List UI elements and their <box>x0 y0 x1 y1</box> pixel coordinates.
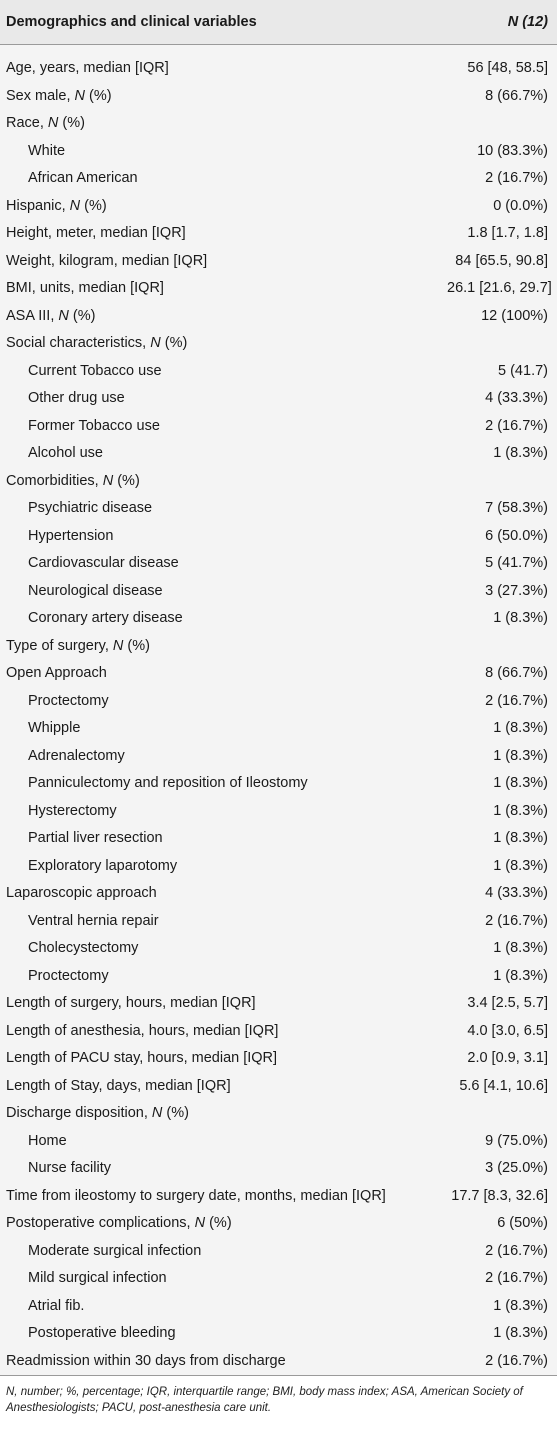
row-value: 1 (8.3%) <box>493 445 548 462</box>
row-label: Adrenalectomy <box>28 747 125 764</box>
row-value: 1 (8.3%) <box>493 1297 548 1314</box>
table-row <box>0 1045 557 1073</box>
row-value: 1 (8.3%) <box>493 610 548 627</box>
row-value: 6 (50.0%) <box>485 527 548 544</box>
row-value: 1 (8.3%) <box>493 747 548 764</box>
row-value: 2 (16.7%) <box>485 1352 548 1369</box>
row-label: Sex male, N (%) <box>6 87 112 104</box>
n-symbol: N <box>194 1215 206 1232</box>
table-row <box>0 247 557 275</box>
row-label: Moderate surgical infection <box>28 1242 202 1259</box>
row-label: Open Approach <box>6 665 107 682</box>
table-row <box>0 330 557 358</box>
table-row <box>0 770 557 798</box>
row-label: Comorbidities, N (%) <box>6 472 140 489</box>
row-label: Length of anesthesia, hours, median [IQR] <box>6 1022 279 1039</box>
row-value <box>447 632 557 660</box>
table-row <box>0 907 557 935</box>
table-row <box>0 577 557 605</box>
row-label: Current Tobacco use <box>28 362 162 379</box>
table-row <box>0 1182 557 1210</box>
row-value: 17.7 [8.3, 32.6] <box>451 1187 548 1204</box>
row-label: Psychiatric disease <box>28 500 153 517</box>
table-row <box>0 660 557 688</box>
row-value: 2.0 [0.9, 3.1] <box>467 1050 548 1067</box>
row-value: 2 (16.7%) <box>485 912 548 929</box>
row-label: White <box>28 142 66 159</box>
row-value: 1 (8.3%) <box>493 940 548 957</box>
table-row <box>0 495 557 523</box>
row-label: Postoperative bleeding <box>28 1325 176 1342</box>
n-symbol: N <box>150 335 161 352</box>
row-label: Atrial fib. <box>28 1297 85 1314</box>
header-variables: Demographics and clinical variables <box>6 13 257 30</box>
table-row <box>0 550 557 578</box>
row-label: Readmission within 30 days from discharge <box>6 1352 286 1369</box>
table-row <box>0 1265 557 1293</box>
table-header-row <box>0 0 557 44</box>
row-value: 2 (16.7%) <box>485 1242 548 1259</box>
table-row <box>0 1072 557 1100</box>
row-label: Social characteristics, N (%) <box>6 335 188 352</box>
n-symbol: N <box>102 472 114 489</box>
table-row <box>0 192 557 220</box>
table-row <box>0 412 557 440</box>
row-label: Time from ileostomy to surgery date, months, median [IQR] <box>6 1187 386 1204</box>
row-label: Whipple <box>28 720 81 737</box>
row-value <box>447 110 557 138</box>
table-row <box>0 605 557 633</box>
table-row <box>0 1347 557 1375</box>
table-row <box>0 1237 557 1265</box>
table-row <box>0 522 557 550</box>
row-label: Former Tobacco use <box>28 417 160 434</box>
table-body <box>0 44 557 1375</box>
row-value: 2 (16.7%) <box>485 692 548 709</box>
table-row <box>0 385 557 413</box>
row-label: African American <box>28 170 138 187</box>
row-value: 8 (66.7%) <box>485 87 548 104</box>
table-row <box>0 852 557 880</box>
table-row <box>0 880 557 908</box>
table-row <box>0 715 557 743</box>
table-row <box>0 962 557 990</box>
row-value: 5 (41.7%) <box>485 555 548 572</box>
table-row <box>0 990 557 1018</box>
row-label: Hypertension <box>28 527 114 544</box>
row-label: Discharge disposition, N (%) <box>6 1105 189 1122</box>
row-label: Exploratory laparotomy <box>28 857 178 874</box>
row-label: Hispanic, N (%) <box>6 197 107 214</box>
row-label: Nurse facility <box>28 1160 111 1177</box>
row-label: Length of PACU stay, hours, median [IQR] <box>6 1050 278 1067</box>
row-label: Hysterectomy <box>28 802 117 819</box>
row-label: Proctectomy <box>28 692 109 709</box>
row-value: 1 (8.3%) <box>493 1325 548 1342</box>
row-value: 8 (66.7%) <box>485 665 548 682</box>
table-row <box>0 467 557 495</box>
table-row <box>0 1155 557 1183</box>
row-value: 2 (16.7%) <box>485 1270 548 1287</box>
row-value: 1 (8.3%) <box>493 967 548 984</box>
table-row <box>0 137 557 165</box>
row-value: 56 [48, 58.5] <box>467 60 548 77</box>
row-label: Ventral hernia repair <box>28 912 159 929</box>
table-row <box>0 1292 557 1320</box>
row-label: Mild surgical infection <box>28 1270 167 1287</box>
row-label: Neurological disease <box>28 582 163 599</box>
row-value <box>447 467 557 495</box>
row-value: 4 (33.3%) <box>485 885 548 902</box>
row-label: Length of surgery, hours, median [IQR] <box>6 995 256 1012</box>
row-value: 9 (75.0%) <box>485 1132 548 1149</box>
table-row <box>0 1320 557 1348</box>
row-value: 3.4 [2.5, 5.7] <box>467 995 548 1012</box>
row-label: Coronary artery disease <box>28 610 183 627</box>
table-row <box>0 687 557 715</box>
table-row <box>0 440 557 468</box>
row-value: 6 (50%) <box>497 1215 548 1232</box>
row-value: 5 (41.7) <box>498 362 548 379</box>
table-row <box>0 1210 557 1238</box>
row-label: Alcohol use <box>28 445 103 462</box>
row-label: Postoperative complications, N (%) <box>6 1215 232 1232</box>
row-label: Panniculectomy and reposition of Ileostomy <box>28 775 308 792</box>
row-value <box>447 1100 557 1128</box>
row-label: Cholecystectomy <box>28 940 139 957</box>
table-row <box>0 302 557 330</box>
table-row <box>0 165 557 193</box>
row-label: Height, meter, median [IQR] <box>6 225 186 242</box>
row-value <box>447 330 557 358</box>
row-value: 3 (25.0%) <box>485 1160 548 1177</box>
n-symbol: N <box>58 307 69 324</box>
table-row <box>0 797 557 825</box>
row-value: 1 (8.3%) <box>493 775 548 792</box>
n-symbol: N <box>69 197 81 214</box>
row-value: 1 (8.3%) <box>493 857 548 874</box>
n-symbol: N <box>47 115 59 132</box>
row-label: Weight, kilogram, median [IQR] <box>6 252 208 269</box>
row-value: 3 (27.3%) <box>485 582 548 599</box>
row-label: Age, years, median [IQR] <box>6 60 169 77</box>
row-value: 5.6 [4.1, 10.6] <box>459 1077 548 1094</box>
table-row <box>0 825 557 853</box>
table-row <box>0 742 557 770</box>
row-label: BMI, units, median [IQR] <box>6 280 164 297</box>
row-value: 26.1 [21.6, 29.7] <box>447 280 552 297</box>
row-value: 10 (83.3%) <box>477 142 548 159</box>
row-label: Laparoscopic approach <box>6 885 157 902</box>
table-row <box>0 55 557 83</box>
table-row <box>0 82 557 110</box>
row-value: 1 (8.3%) <box>493 802 548 819</box>
row-value: 0 (0.0%) <box>493 197 548 214</box>
row-label: ASA III, N (%) <box>6 307 96 324</box>
n-symbol: N <box>151 1105 163 1122</box>
table-row <box>0 275 557 303</box>
table-row <box>0 1100 557 1128</box>
header-count <box>447 0 557 44</box>
row-value: 4.0 [3.0, 6.5] <box>467 1022 548 1039</box>
table-footnote: N, number; %, percentage; IQR, interquartile range; BMI, body mass index; ASA, American Society of Anesthesiologists; PACU, post-anesthesia care unit. <box>6 1385 523 1415</box>
table-row <box>0 357 557 385</box>
row-value: 2 (16.7%) <box>485 170 548 187</box>
table-row <box>0 935 557 963</box>
row-value: 1.8 [1.7, 1.8] <box>467 225 548 242</box>
table-row <box>0 1127 557 1155</box>
row-label: Length of Stay, days, median [IQR] <box>6 1077 231 1094</box>
row-value: 1 (8.3%) <box>493 720 548 737</box>
row-value: 7 (58.3%) <box>485 500 548 517</box>
row-label: Other drug use <box>28 390 125 407</box>
row-value: 84 [65.5, 90.8] <box>455 252 548 269</box>
table-row <box>0 632 557 660</box>
header-count-text: N (12) <box>507 13 548 30</box>
row-label: Home <box>28 1132 67 1149</box>
row-value: 2 (16.7%) <box>485 417 548 434</box>
row-label: Race, N (%) <box>6 115 85 132</box>
row-value: 1 (8.3%) <box>493 830 548 847</box>
table-row <box>0 1017 557 1045</box>
row-label: Type of surgery, N (%) <box>6 637 150 654</box>
table-row <box>0 110 557 138</box>
n-symbol: N <box>74 87 85 104</box>
row-value: 12 (100%) <box>481 307 548 324</box>
table-row <box>0 220 557 248</box>
row-label: Partial liver resection <box>28 830 163 847</box>
row-label: Cardiovascular disease <box>28 555 179 572</box>
table-spacer <box>0 44 557 55</box>
row-label: Proctectomy <box>28 967 109 984</box>
row-value: 4 (33.3%) <box>485 390 548 407</box>
n-symbol: N <box>112 637 124 654</box>
